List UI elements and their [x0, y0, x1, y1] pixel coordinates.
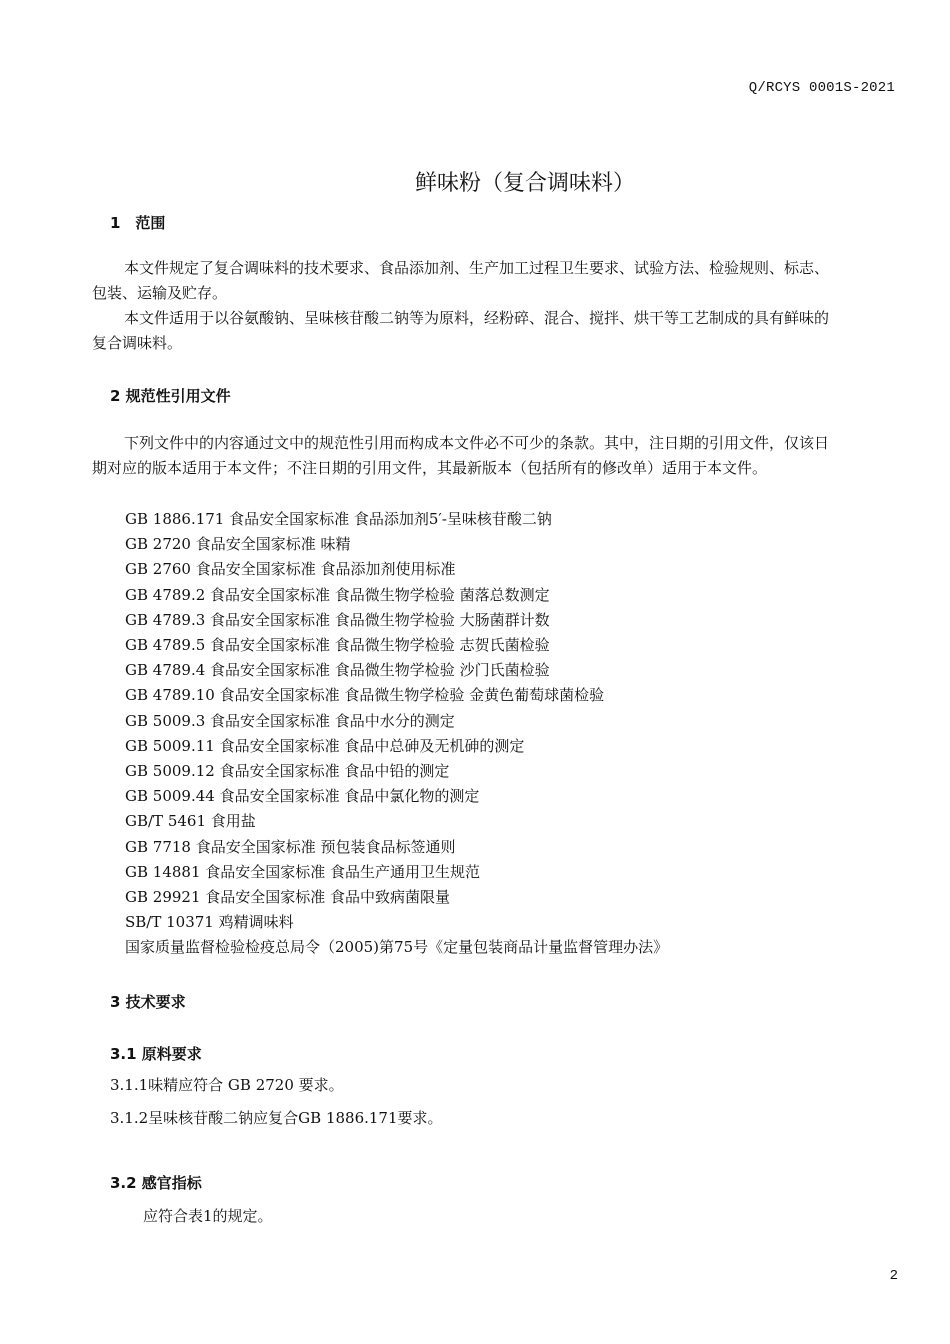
reference-item: 国家质量监督检验检疫总局令（2005)第75号《定量包装商品计量监督管理办法》: [125, 938, 669, 957]
reference-item: GB 4789.2 食品安全国家标准 食品微生物学检验 菌落总数测定: [125, 585, 550, 604]
section-1-paragraph-1: 本文件规定了复合调味料的技术要求、食品添加剂、生产加工过程卫生要求、试验方法、检验规则、标志、包装、运输及贮存。: [92, 259, 830, 302]
reference-item: GB 29921 食品安全国家标准 食品中致病菌限量: [125, 888, 451, 907]
reference-item: GB 5009.11 食品安全国家标准 食品中总砷及无机砷的测定: [125, 736, 525, 755]
document-code: Q/RCYS 0001S-2021: [748, 80, 895, 96]
document-title: 鲜味粉（复合调味料）: [414, 171, 635, 196]
section-1-heading: 1 范围: [110, 214, 166, 232]
reference-item: GB 4789.5 食品安全国家标准 食品微生物学检验 志贺氏菌检验: [125, 636, 550, 655]
reference-item: GB 4789.4 食品安全国家标准 食品微生物学检验 沙门氏菌检验: [125, 661, 550, 680]
section-3-2-text: 应符合表1的规定。: [143, 1207, 273, 1225]
page-number: 2: [889, 1268, 898, 1284]
reference-item: GB 5009.3 食品安全国家标准 食品中水分的测定: [125, 711, 455, 730]
section-3-2-heading: 3.2 感官指标: [110, 1174, 202, 1192]
section-3-1-1-item: 3.1.1味精应符合 GB 2720 要求。: [110, 1076, 344, 1094]
reference-item: GB 5009.12 食品安全国家标准 食品中铅的测定: [125, 762, 450, 781]
reference-list: [125, 507, 668, 961]
reference-item: GB 2760 食品安全国家标准 食品添加剂使用标准: [125, 560, 456, 579]
section-3-1-2-item: 3.1.2呈味核苷酸二钠应复合GB 1886.171要求。: [110, 1109, 443, 1127]
reference-item: GB 4789.3 食品安全国家标准 食品微生物学检验 大肠菌群计数: [125, 610, 550, 629]
section-1-paragraph-2: 本文件适用于以谷氨酸钠、呈味核苷酸二钠等为原料，经粉碎、混合、搅拌、烘干等工艺制成的具有鲜味的复合调味料。: [92, 309, 830, 352]
reference-item: GB 5009.44 食品安全国家标准 食品中氯化物的测定: [125, 787, 480, 806]
section-2-heading: 2 规范性引用文件: [110, 387, 231, 405]
reference-item: GB 7718 食品安全国家标准 预包装食品标签通则: [125, 837, 456, 856]
reference-item: GB 1886.171 食品安全国家标准 食品添加剂5′-呈味核苷酸二钠: [125, 510, 552, 528]
section-3-heading: 3 技术要求: [110, 993, 186, 1011]
section-2-intro: 下列文件中的内容通过文中的规范性引用而构成本文件必不可少的条款。其中，注日期的引用文件，仅该日期对应的版本适用于本文件；不注日期的引用文件，其最新版本（包括所有的修改单）适用于本文件。: [92, 434, 830, 477]
reference-item: GB 4789.10 食品安全国家标准 食品微生物学检验 金黄色葡萄球菌检验: [125, 686, 605, 705]
section-3-1-heading: 3.1 原料要求: [110, 1045, 202, 1063]
reference-item: GB/T 5461 食用盐: [125, 812, 256, 831]
reference-item: GB 2720 食品安全国家标准 味精: [125, 535, 351, 554]
reference-item: GB 14881 食品安全国家标准 食品生产通用卫生规范: [125, 862, 481, 881]
reference-item: SB/T 10371 鸡精调味料: [125, 913, 294, 932]
